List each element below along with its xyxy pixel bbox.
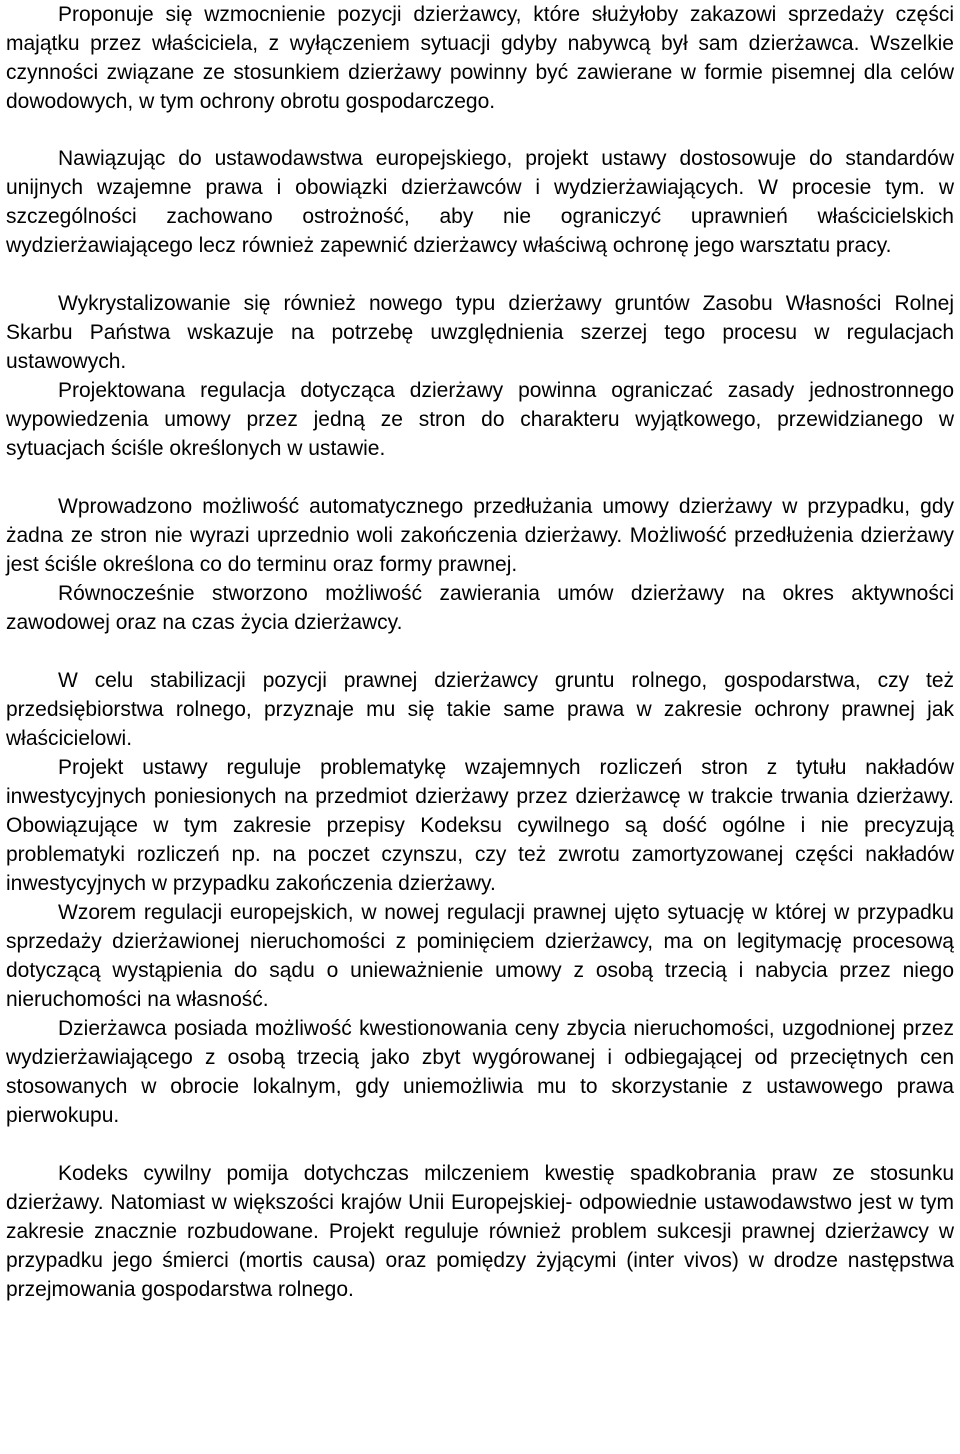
- paragraph-9: Wzorem regulacji europejskich, w nowej regulacji prawnej ujęto sytuację w której w przypadku sprzedaży dzierżawionej nieruchomości z pominięciem dzierżawcy, ma on legitymację procesową dotyczącą wystąpienia do sądu o unieważnienie umowy z osobą trzecią i nabycia przez niego nieruchomości na własność.: [6, 901, 954, 1011]
- paragraph-6: Równocześnie stworzono możliwość zawierania umów dzierżawy na okres aktywności zawodowej oraz na czas życia dzierżawcy.: [6, 582, 954, 634]
- paragraph-2: Nawiązując do ustawodawstwa europejskiego, projekt ustawy dostosowuje do standardów unijnych wzajemne prawa i obowiązki dzierżawców i wydzierżawiających. W procesie tym. w szczególności zachowano ostrożność, aby nie ograniczyć uprawnień właścicielskich wydzierżawiającego lecz również zapewnić dzierżawcy właściwą ochronę jego warsztatu pracy.: [6, 147, 954, 257]
- paragraph-3: Wykrystalizowanie się również nowego typu dzierżawy gruntów Zasobu Własności Rolnej Skarbu Państwa wskazuje na potrzebę uwzględnienia szerzej tego procesu w regulacjach ustawowych.: [6, 292, 954, 373]
- paragraph-1: Proponuje się wzmocnienie pozycji dzierżawcy, które służyłoby zakazowi sprzedaży części majątku przez właściciela, z wyłączeniem sytuacji gdyby nabywcą był sam dzierżawca. Wszelkie czynności związane ze stosunkiem dzierżawy powinny być zawierane w formie pisemnej dla celów dowodowych, w tym ochrony obrotu gospodarczego.: [6, 3, 954, 113]
- paragraph-4: Projektowana regulacja dotycząca dzierżawy powinna ograniczać zasady jednostronnego wypowiedzenia umowy przez jedną ze stron do charakteru wyjątkowego, przewidzianego w sytuacjach ściśle określonych w ustawie.: [6, 379, 954, 460]
- paragraph-7: W celu stabilizacji pozycji prawnej dzierżawcy gruntu rolnego, gospodarstwa, czy też przedsiębiorstwa rolnego, przyznaje mu się takie same prawa w zakresie ochrony prawnej jak właścicielowi.: [6, 669, 954, 750]
- paragraph-5: Wprowadzono możliwość automatycznego przedłużania umowy dzierżawy w przypadku, gdy żadna ze stron nie wyrazi uprzednio woli zakończenia dzierżawy. Możliwość przedłużenia dzierżawy jest ściśle określona co do terminu oraz formy prawnej.: [6, 495, 954, 576]
- document-page: [6, 0, 954, 1304]
- paragraph-8: Projekt ustawy reguluje problematykę wzajemnych rozliczeń stron z tytułu nakładów inwestycyjnych poniesionych na przedmiot dzierżawy przez dzierżawcę w trakcie trwania dzierżawy. Obowiązujące w tym zakresie przepisy Kodeksu cywilnego są dość ogólne i nie precyzują problematyki rozliczeń np. na poczet czynszu, czy też zwrotu zamortyzowanej części nakładów inwestycyjnych w przypadku zakończenia dzierżawy.: [6, 756, 954, 895]
- paragraph-10: Dzierżawca posiada możliwość kwestionowania ceny zbycia nieruchomości, uzgodnionej przez wydzierżawiającego z osobą trzecią jako zbyt wygórowanej i odbiegającej od przeciętnych cen stosowanych w obrocie lokalnym, gdy uniemożliwia mu to skorzystanie z ustawowego prawa pierwokupu.: [6, 1017, 954, 1127]
- paragraph-11: Kodeks cywilny pomija dotychczas milczeniem kwestię spadkobrania praw ze stosunku dzierżawy. Natomiast w większości krajów Unii Europejskiej- odpowiednie ustawodawstwo jest w tym zakresie znacznie rozbudowane. Projekt reguluje również problem sukcesji prawnej dzierżawcy w przypadku jego śmierci (mortis causa) oraz pomiędzy żyjącymi (inter vivos) w drodze następstwa przejmowania gospodarstwa rolnego.: [6, 1162, 954, 1301]
